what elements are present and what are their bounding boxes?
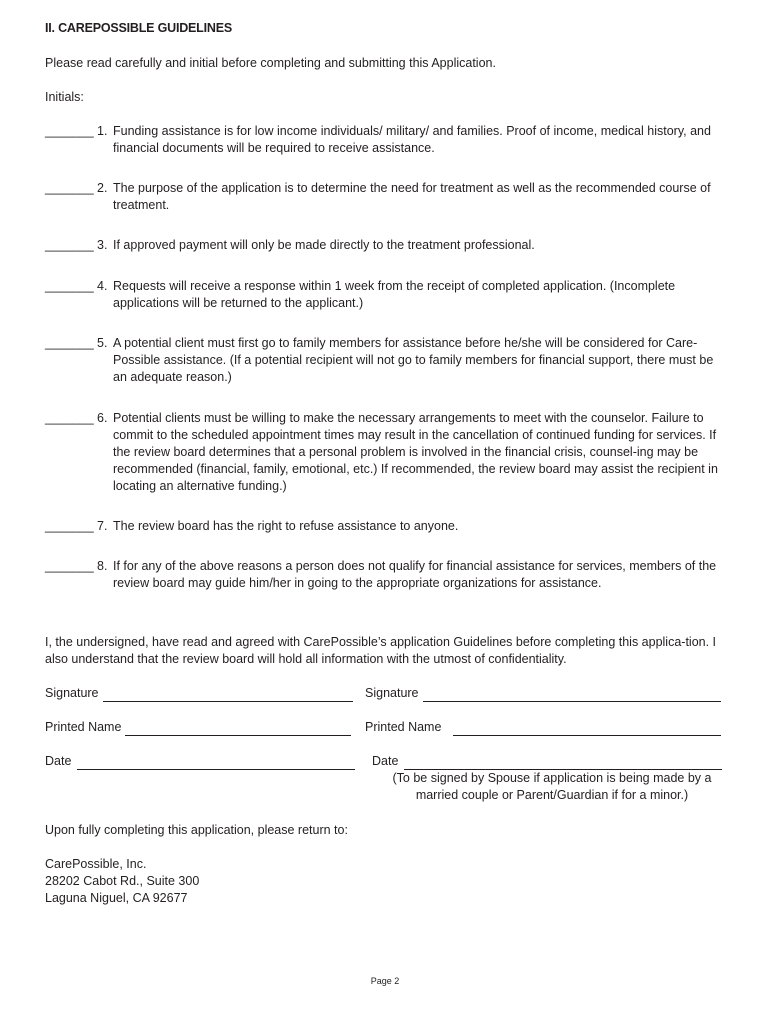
item-number: 3.: [97, 238, 108, 252]
item-text: The review board has the right to refuse assistance to anyone.: [113, 519, 459, 533]
item-text: The purpose of the application is to determine the need for treatment as well as the recommended course of treatment.: [113, 181, 711, 212]
mailing-address: [45, 856, 199, 907]
initials-blank[interactable]: _______: [45, 238, 94, 252]
spouse-date-row: [372, 753, 722, 770]
spouse-date-line[interactable]: [404, 757, 722, 770]
applicant-printed-name-line[interactable]: [125, 723, 351, 736]
address-city: Laguna Niguel, CA 92677: [45, 891, 188, 905]
signature-label: Signature: [45, 686, 99, 700]
initials-blank[interactable]: _______: [45, 411, 94, 425]
initials-blank[interactable]: _______: [45, 279, 94, 293]
spouse-printed-name-line[interactable]: [453, 723, 721, 736]
address-company: CarePossible, Inc.: [45, 857, 147, 871]
item-text: A potential client must first go to family members for assistance before he/she will be considered for Care-Possible assistance. (If a potential recipient will not go to family members for financial support, there must be an adequate reason.): [113, 336, 714, 384]
initials-blank[interactable]: _______: [45, 124, 94, 138]
agreement-statement: I, the undersigned, have read and agreed with CarePossible’s application Guidelines before completing this applica-tion. I also understand that the review board will hold all information with the utmost of confidentiality.: [45, 635, 717, 666]
address-street: 28202 Cabot Rd., Suite 300: [45, 874, 200, 888]
page-number: Page 2: [370, 976, 400, 986]
section-heading: II. CAREPOSSIBLE GUIDELINES: [45, 21, 232, 35]
spouse-note: (To be signed by Spouse if application is being made by a married couple or Parent/Guardian if for a minor.): [392, 771, 712, 802]
item-text: Requests will receive a response within 1 week from the receipt of completed application. (Incomplete applications will be returned to the applicant.): [113, 279, 676, 310]
applicant-signature-line[interactable]: [103, 689, 353, 702]
spouse-signature-line[interactable]: [423, 689, 721, 702]
date-label: Date: [372, 754, 399, 768]
item-text: Potential clients must be willing to make the necessary arrangements to meet with the counselor. Failure to commit to the scheduled appointment times may result in the cancellation of continued funding for services. If the review board determines that a personal problem is involved in the financial crisis, counsel-ing may be recommended (financial, family, emotional, etc.) If recommended, the review board may assist the recipient in locating an alternative funding.): [113, 411, 718, 493]
date-label: Date: [45, 754, 72, 768]
item-number: 5.: [97, 336, 108, 350]
printed-name-label: Printed Name: [45, 720, 122, 734]
intro-text: Please read carefully and initial before completing and submitting this Application.: [45, 56, 496, 70]
applicant-date-row: [45, 753, 355, 770]
item-number: 4.: [97, 279, 108, 293]
item-number: 7.: [97, 519, 108, 533]
applicant-date-line[interactable]: [77, 757, 355, 770]
item-number: 8.: [97, 559, 108, 573]
spouse-signature-row: [365, 685, 721, 702]
initials-blank[interactable]: _______: [45, 181, 94, 195]
return-instructions: Upon fully completing this application, please return to:: [45, 823, 348, 837]
initials-label: Initials:: [45, 90, 84, 104]
item-number: 1.: [97, 124, 108, 138]
item-number: 2.: [97, 181, 108, 195]
applicant-signature-row: [45, 685, 353, 702]
spouse-printed-name-row: [365, 719, 721, 736]
applicant-printed-name-row: [45, 719, 351, 736]
printed-name-label: Printed Name: [365, 720, 442, 734]
item-text: If approved payment will only be made directly to the treatment professional.: [113, 238, 535, 252]
initials-blank[interactable]: _______: [45, 559, 94, 573]
item-text: If for any of the above reasons a person does not qualify for financial assistance for services, members of the review board may guide him/her in going to the appropriate organizations for assistance.: [113, 559, 717, 590]
initials-blank[interactable]: _______: [45, 519, 94, 533]
initials-blank[interactable]: _______: [45, 336, 94, 350]
item-text: Funding assistance is for low income individuals/ military/ and families. Proof of income, medical history, and financial documents will be required to receive assistance.: [113, 124, 711, 155]
signature-label: Signature: [365, 686, 419, 700]
item-number: 6.: [97, 411, 108, 425]
